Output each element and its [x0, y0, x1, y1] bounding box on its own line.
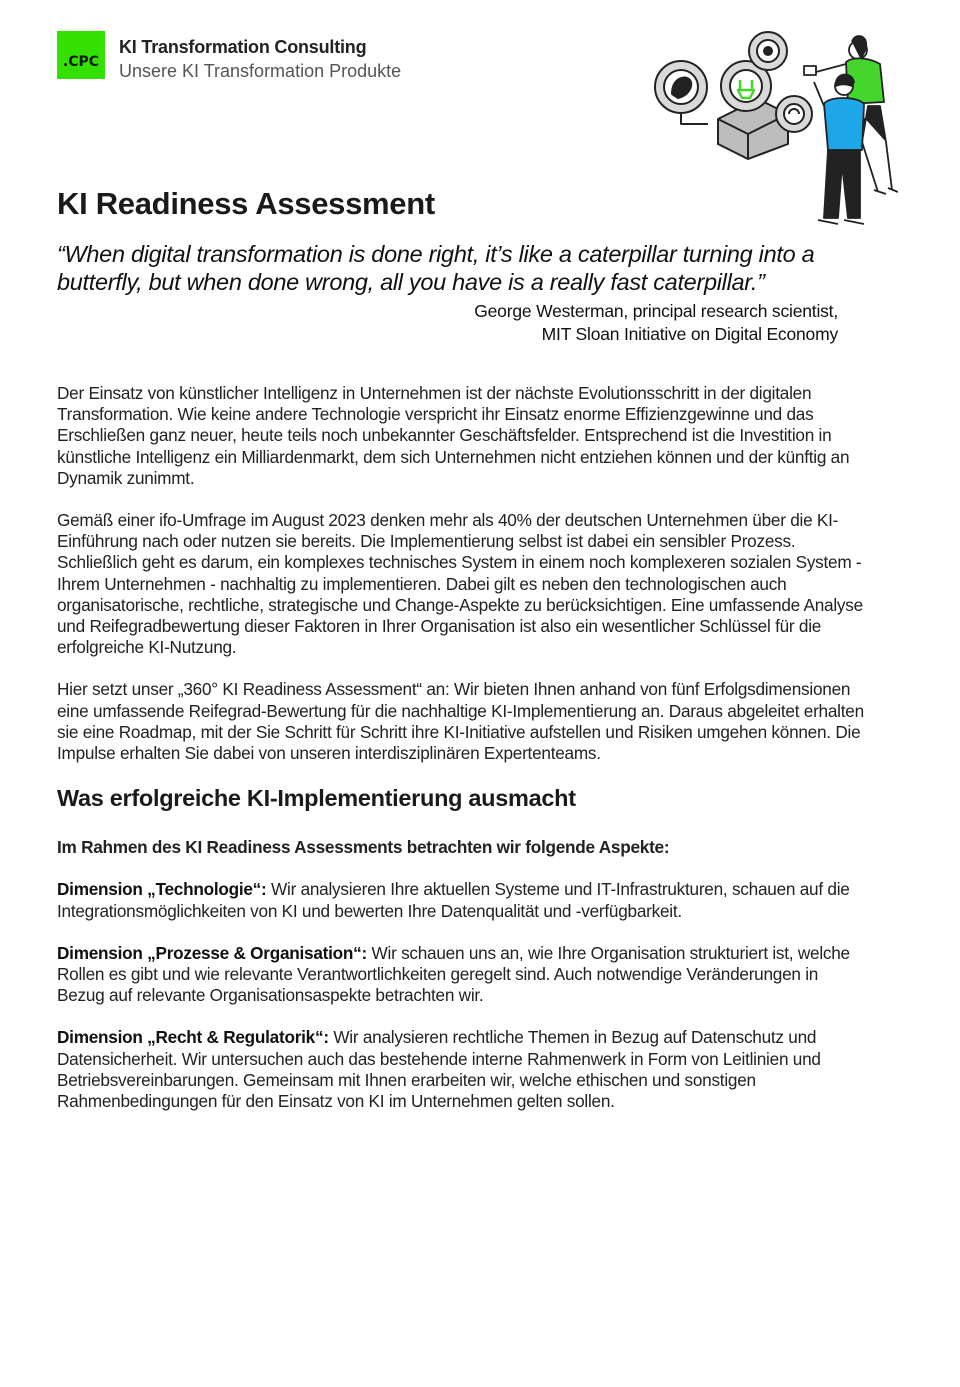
dimension-text: Wir analysieren rechtliche Themen in Bezug auf Datenschutz und Datensicherheit. Wir untersuchen auch das bestehende interne Rahmenwerk in Form von Leitlinien und Betriebsvereinbarungen. Gemeinsam mit Ihnen erarbeiten wir, welche ethischen und sonstigen Rahmenbedingungen für den Einsatz von KI im Unternehmen gelten sollen. [57, 1027, 821, 1112]
dimension-prozesse [57, 943, 869, 1007]
dimension-text: Wir schauen uns an, wie Ihre Organisation strukturiert ist, welche Rollen es gibt und wie relevante Verantwortlichkeiten geregelt sind. Auch notwendige Veränderungen in Bezug auf relevante Organisationsaspekte betrachten wir. [57, 942, 850, 1006]
dimension-recht [57, 1027, 869, 1112]
people-with-ai-machine-illustration [648, 24, 898, 234]
survey-paragraph: Gemäß einer ifo-Umfrage im August 2023 denken mehr als 40% der deutschen Unternehmen über die KI-Einführung nach oder nutzen sie bereits. Die Implementierung selbst ist dabei ein sensibler Prozess. Schließlich geht es darum, ein komplexes technisches System in einem noch komplexeren sozialen System - Ihrem Unternehmen - nachhaltig zu implementieren. Dabei gilt es neben den technologischen auch organisatorische, rechtliche, strategische und Change-Aspekte zu berücksichtigen. Eine umfassende Analyse und Reifegradbewertung dieser Faktoren in Ihrer Organisation ist also ein wesentlicher Schlüssel für die erfolgreiche KI-Nutzung. [57, 510, 863, 658]
brand-subtitle: Unsere KI Transformation Produkte [119, 61, 402, 81]
intro-paragraph: Der Einsatz von künstlicher Intelligenz in Unternehmen ist der nächste Evolutionsschritt in der digitalen Transformation. Wie keine andere Technologie verspricht ihr Einsatz enorme Effizienzgewinne und das Erschließen ganz neuer, heute teils noch unbekannter Geschäftsfelder. Entsprechend ist die Investition in künstliche Intelligenz ein Milliardenmarkt, dem sich Unternehmen nicht entziehen können und der künftig an Dynamik zunimmt. [57, 383, 850, 488]
cpc-logo: .CPC [57, 31, 105, 79]
dimension-label: Dimension „Recht & Regulatorik“: [57, 1027, 329, 1048]
brand-title: KI Transformation Consulting [119, 37, 367, 57]
section-lead: Im Rahmen des KI Readiness Assessments betrachten wir folgende Aspekte: [57, 837, 670, 858]
quote-text: “When digital transformation is done right, it’s like a caterpillar turning into a butterfly, but when done wrong, all you have is a really fast caterpillar.” [57, 241, 815, 295]
quote-author: George Westerman, principal research scientist, [474, 301, 838, 321]
quote-affiliation: MIT Sloan Initiative on Digital Economy [541, 324, 838, 344]
page-header [57, 31, 477, 81]
dimension-technologie [57, 879, 869, 921]
section-heading: Was erfolgreiche KI-Implementierung ausmacht [57, 785, 576, 812]
dimension-label: Dimension „Prozesse & Organisation“: [57, 942, 367, 963]
main-content [57, 383, 869, 1112]
dimension-text: Wir analysieren Ihre aktuellen Systeme und IT-Infrastrukturen, schauen auf die Integrationsmöglichkeiten von KI und bewerten Ihre Datenqualität und -verfügbarkeit. [57, 879, 850, 921]
dimension-label: Dimension „Technologie“: [57, 879, 267, 900]
quote-attribution [474, 300, 838, 346]
page-title: KI Readiness Assessment [57, 186, 435, 221]
assessment-paragraph: Hier setzt unser „360° KI Readiness Assessment“ an: Wir bieten Ihnen anhand von fünf Erfolgsdimensionen eine umfassende Reifegrad-Bewertung für die nachhaltige KI-Implementierung an. Daraus abgeleitet erhalten sie eine Roadmap, mit der Sie Schritt für Schritt ihre KI-Initiative aufstellen und Risiken umgehen können. Die Impulse erhalten Sie dabei von unseren interdisziplinären Expertenteams. [57, 679, 864, 764]
